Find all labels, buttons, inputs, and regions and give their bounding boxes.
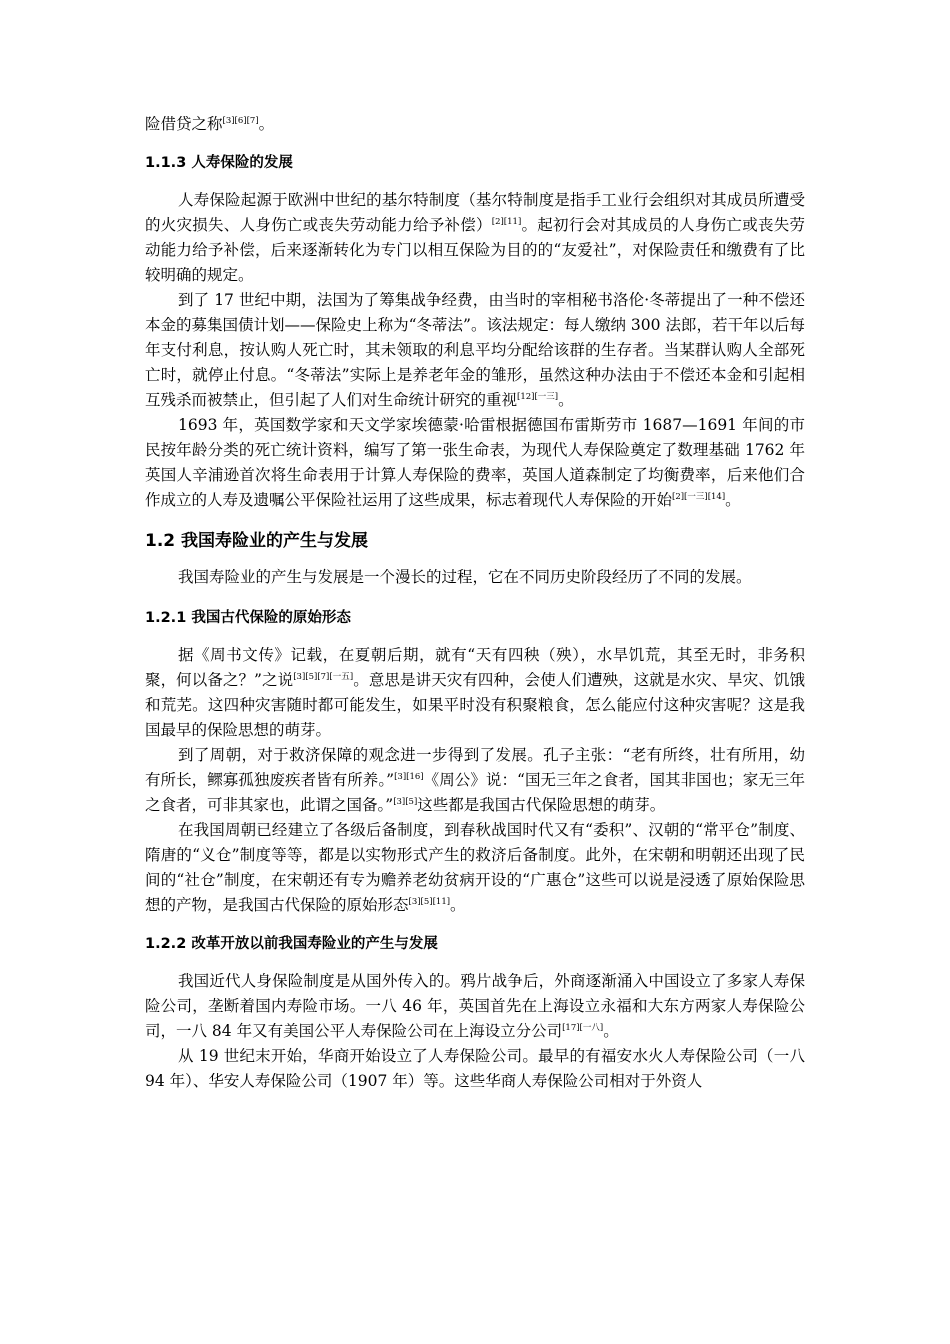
paragraph-text: 险借贷之称 (145, 115, 223, 133)
citation-reference: [3][6][7] (222, 116, 259, 126)
paragraph-text: 。 (558, 391, 574, 409)
paragraph-text: 。 (725, 491, 741, 509)
subsection-heading: 1.2.2 改革开放以前我国寿险业的产生与发展 (145, 936, 438, 952)
body-paragraph (145, 818, 805, 918)
citation-reference: [3][5][7][一五] (293, 672, 354, 682)
document-body (145, 112, 805, 1094)
subsection-heading: 1.1.3 人寿保险的发展 (145, 155, 293, 171)
citation-reference: [12][一三] (517, 392, 559, 402)
paragraph-text: 《周公》说：“国无三年之食者，国其非国也；家无三年之食者，可非其家也，此谓之国备。” (145, 771, 805, 814)
citation-reference: [3][16] (394, 772, 424, 782)
paragraph-text: 。意思是讲天灾有四种，会使人们遭殃，这就是水灾、旱灾、饥饿和荒芜。这四种灾害随时都可能发生，如果平时没有积聚粮食，怎么能应付这种灾害呢？这是我国最早的保险思想的萌芽。 (145, 671, 805, 739)
paragraph-text: 这些都是我国古代保险思想的萌芽。 (417, 796, 666, 814)
paragraph-text: 在我国周朝已经建立了各级后备制度，到春秋战国时代又有“委积”、汉朝的“常平仓”制度、隋唐的“义仓”制度等等，都是以实物形式产生的救济后备制度。此外，在宋朝和明朝还出现了民间的“社仓”制度，在宋朝还有专为赡养老幼贫病开设的“广惠仓”这些可以说是浸透了原始保险思想的产物，是我国古代保险的原始形态 (145, 821, 805, 914)
paragraph-text: 我国寿险业的产生与发展是一个漫长的过程，它在不同历史阶段经历了不同的发展。 (178, 568, 752, 586)
body-paragraph (145, 1044, 805, 1094)
paragraph-text: 到了周朝，对于救济保障的观念进一步得到了发展。孔子主张：“老有所终，壮有所用，幼有所长，鳏寡孤独废疾者皆有所养。” (145, 746, 805, 789)
paragraph-text: 1693 年，英国数学家和天文学家埃德蒙·哈雷根据德国布雷斯劳市 1687—1691 年间的市民按年龄分类的死亡统计资料，编写了第一张生命表，为现代人寿保险奠定了数理基础 1762 年英国人辛浦逊首次将生命表用于计算人寿保险的费率，英国人道森制定了均衡费率，后来他们合作成立的人寿及遗嘱公平保险社运用了这些成果，标志着现代人寿保险的开始 (145, 416, 805, 509)
citation-reference: [3][5] (393, 797, 418, 807)
subsection-heading: 1.2.1 我国古代保险的原始形态 (145, 610, 351, 626)
body-paragraph (145, 565, 805, 590)
citation-reference: [2][一三][14] (672, 492, 726, 502)
body-paragraph (145, 413, 805, 513)
paragraph-text: 据《周书文传》记载，在夏朝后期，就有“天有四秧（殃），水旱饥荒，其至无时，非务积聚，何以备之？”之说 (145, 646, 805, 689)
citation-reference: [3][5][11] (408, 897, 451, 907)
paragraph-text: 从 19 世纪末开始，华商开始设立了人寿保险公司。最早的有福安水火人寿保险公司（一八 94 年）、华安人寿保险公司（1907 年）等。这些华商人寿保险公司相对于外资人 (145, 1047, 805, 1090)
paragraph-text: 。 (450, 896, 466, 914)
section-heading: 1.2 我国寿险业的产生与发展 (145, 531, 369, 551)
body-paragraph (145, 743, 805, 818)
body-paragraph (145, 112, 805, 137)
paragraph-text: 。 (603, 1022, 619, 1040)
body-paragraph (145, 288, 805, 413)
paragraph-text: 。 (258, 115, 275, 133)
body-paragraph (145, 643, 805, 743)
citation-reference: [2][11] (491, 217, 522, 227)
paragraph-text: 。起初行会对其成员的人身伤亡或丧失劳动能力给予补偿，后来逐渐转化为专门以相互保险为目的的“友爱社”，对保险责任和缴费有了比较明确的规定。 (145, 216, 805, 284)
paragraph-text: 我国近代人身保险制度是从国外传入的。鸦片战争后，外商逐渐涌入中国设立了多家人寿保险公司，垄断着国内寿险市场。一八 46 年，英国首先在上海设立永福和大东方两家人寿保险公司，一八 84 年又有美国公平人寿保险公司在上海设立分公司 (145, 972, 805, 1040)
paragraph-text: 人寿保险起源于欧洲中世纪的基尔特制度（基尔特制度是指手工业行会组织对其成员所遭受的火灾损失、人身伤亡或丧失劳动能力给予补偿） (145, 191, 805, 234)
paragraph-text: 到了 17 世纪中期，法国为了筹集战争经费，由当时的宰相秘书洛伦·冬蒂提出了一种不偿还本金的募集国债计划——保险史上称为“冬蒂法”。该法规定：每人缴纳 300 法郎，若干年以后每年支付利息，按认购人死亡时，其未领取的利息平均分配给该群的生存者。当某群认购人全部死亡时，就停止付息。“冬蒂法”实际上是养老年金的雏形，虽然这种办法由于不偿还本金和引起相互残杀而被禁止，但引起了人们对生命统计研究的重视 (145, 291, 805, 409)
body-paragraph (145, 188, 805, 288)
citation-reference: [17][一八] (562, 1023, 604, 1033)
body-paragraph (145, 969, 805, 1044)
